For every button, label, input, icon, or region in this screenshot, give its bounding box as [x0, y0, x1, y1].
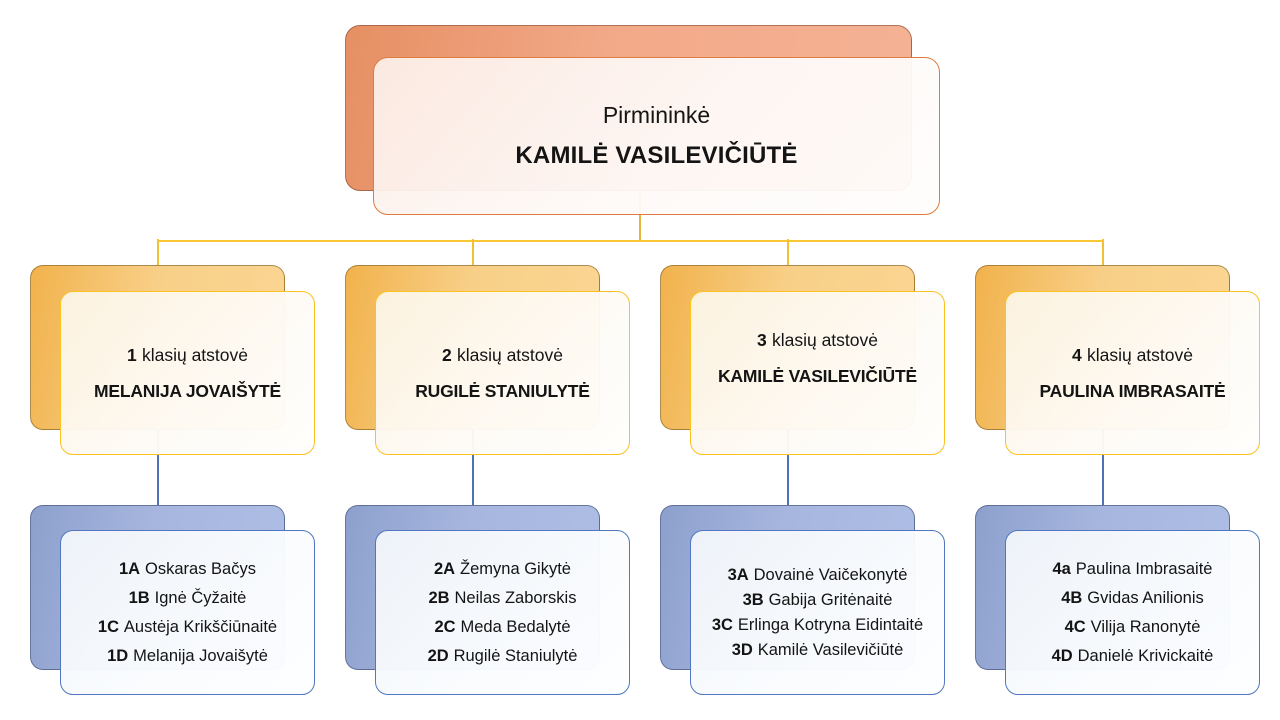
- member-name: Erlinga Kotryna Eidintaitė: [737, 615, 924, 634]
- member-name: Austėja Krikščiūnaitė: [123, 617, 278, 636]
- representative-node-card: [375, 291, 630, 455]
- class-number: 2: [441, 344, 452, 365]
- representative-node-card: [60, 291, 315, 455]
- connector-gold-drop: [472, 239, 474, 266]
- branch-columns: [30, 265, 1280, 695]
- member-class-code: 1D: [107, 646, 129, 665]
- representative-name: KAMILĖ VASILEVIČIŪTĖ: [718, 365, 917, 386]
- representative-role-line: [127, 345, 248, 366]
- member-name: Vilija Ranonytė: [1090, 617, 1201, 636]
- branch-column: [660, 265, 945, 695]
- member-class-code: 3C: [711, 615, 733, 634]
- representative-role-line: [442, 345, 563, 366]
- chairperson-node-card: [373, 57, 940, 215]
- members-node-card: [375, 530, 630, 695]
- member-name: Paulina Imbrasaitė: [1075, 559, 1213, 578]
- representative-name: RUGILĖ STANIULYTĖ: [415, 380, 590, 401]
- member-class-code: 4B: [1061, 588, 1083, 607]
- member-line: [428, 588, 578, 609]
- member-class-code: 3D: [731, 640, 753, 659]
- representative-text: [718, 330, 917, 387]
- members-list: [1052, 551, 1214, 675]
- representative-role-label: klasių atstovė: [456, 344, 563, 365]
- class-number: 4: [1071, 344, 1082, 365]
- member-name: Gvidas Anilionis: [1087, 588, 1204, 607]
- member-name: Gabija Gritėnaitė: [768, 590, 893, 609]
- member-class-code: 3A: [727, 565, 749, 584]
- member-name: Oskaras Bačys: [145, 559, 256, 578]
- member-name: Danielė Krivickaitė: [1077, 646, 1214, 665]
- representative-role-label: klasių atstovė: [771, 329, 878, 350]
- member-class-code: 1C: [97, 617, 119, 636]
- representative-role-label: klasių atstovė: [141, 344, 248, 365]
- member-name: Kamilė Vasilevičiūtė: [757, 640, 904, 659]
- member-line: [712, 565, 923, 586]
- members-list: [98, 551, 277, 675]
- representative-node-card: [690, 291, 945, 455]
- member-class-code: 2B: [428, 588, 450, 607]
- representative-role-line: [757, 330, 878, 351]
- member-line: [428, 646, 578, 667]
- members-node-card: [1005, 530, 1260, 695]
- member-name: Melanija Jovaišytė: [133, 646, 268, 665]
- member-line: [98, 559, 277, 580]
- member-class-code: 4C: [1064, 617, 1086, 636]
- representative-name: MELANIJA JOVAIŠYTĖ: [94, 380, 281, 401]
- representative-text: [415, 345, 590, 402]
- member-line: [98, 617, 277, 638]
- member-class-code: 2C: [434, 617, 456, 636]
- representative-role-line: [1072, 345, 1193, 366]
- member-line: [1052, 617, 1214, 638]
- member-name: Dovainė Vaičekonytė: [753, 565, 908, 584]
- chairperson-node: [345, 25, 940, 215]
- member-name: Ignė Čyžaitė: [154, 588, 247, 607]
- member-name: Rugilė Staniulytė: [453, 646, 578, 665]
- member-line: [1052, 588, 1214, 609]
- members-list: [712, 561, 923, 665]
- branch-column: [975, 265, 1260, 695]
- members-list: [428, 551, 578, 675]
- connector-gold-drop: [157, 239, 159, 266]
- connector-gold-drop: [787, 239, 789, 266]
- member-line: [712, 640, 923, 661]
- member-class-code: 2D: [427, 646, 449, 665]
- member-line: [712, 615, 923, 636]
- member-name: Meda Bedalytė: [460, 617, 571, 636]
- members-node-card: [690, 530, 945, 695]
- member-line: [712, 590, 923, 611]
- representative-name: PAULINA IMBRASAITĖ: [1039, 380, 1226, 401]
- representative-text: [1040, 345, 1226, 402]
- representative-role-label: klasių atstovė: [1086, 344, 1193, 365]
- member-class-code: 3B: [742, 590, 764, 609]
- class-number: 3: [756, 329, 767, 350]
- member-line: [428, 617, 578, 638]
- branch-column: [30, 265, 315, 695]
- connector-gold-drop: [1102, 239, 1104, 266]
- member-line: [1052, 559, 1214, 580]
- representative-text: [94, 345, 281, 402]
- member-class-code: 1A: [119, 559, 141, 578]
- members-node-card: [60, 530, 315, 695]
- member-class-code: 4a: [1052, 559, 1071, 578]
- class-number: 1: [126, 344, 137, 365]
- connector-horizontal-bar: [157, 240, 1103, 242]
- representative-node-card: [1005, 291, 1260, 455]
- member-class-code: 2A: [434, 559, 456, 578]
- member-name: Žemyna Gikytė: [460, 559, 571, 578]
- chairperson-name: KAMILĖ VASILEVIČIŪTĖ: [515, 142, 798, 169]
- chairperson-role-label: Pirmininkė: [602, 102, 711, 128]
- branch-column: [345, 265, 630, 695]
- member-line: [1052, 646, 1214, 667]
- member-line: [428, 559, 578, 580]
- member-line: [98, 646, 277, 667]
- member-class-code: 4D: [1051, 646, 1073, 665]
- member-line: [98, 588, 277, 609]
- member-class-code: 1B: [128, 588, 150, 607]
- member-name: Neilas Zaborskis: [454, 588, 577, 607]
